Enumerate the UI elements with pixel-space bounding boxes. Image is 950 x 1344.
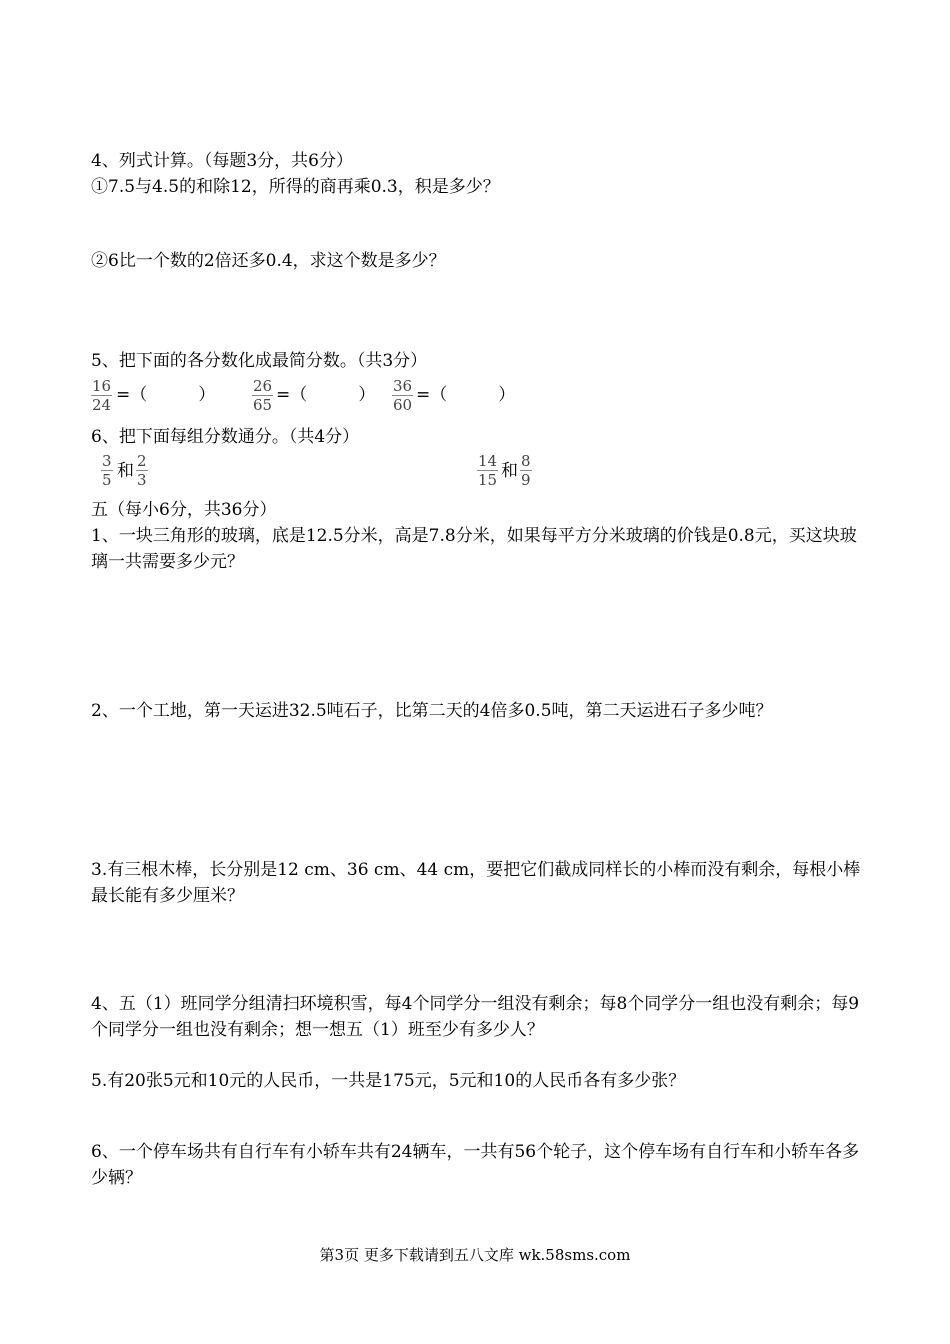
denominator: 3 (137, 471, 147, 489)
q6-heading: 6、把下面每组分数通分。（共4分） (91, 427, 360, 447)
fraction-2-3 (136, 453, 148, 488)
answer-blank: =（ ） (116, 385, 216, 405)
q4-item-1: ①7.5与4.5的和除12，所得的商再乘0.3，积是多少？ (91, 177, 500, 197)
denominator: 24 (92, 396, 112, 414)
denominator: 60 (393, 396, 413, 414)
numerator: 8 (521, 452, 531, 470)
fraction-8-9 (520, 453, 532, 488)
denominator: 65 (253, 396, 273, 414)
answer-blank: =（ ） (276, 385, 376, 405)
q4-item-2: ②6比一个数的2倍还多0.4，求这个数是多少？ (91, 251, 446, 271)
fraction-14-15 (477, 453, 498, 488)
problem-4: 4、五（1）班同学分组清扫环境积雪，每4个同学分一组没有剩余；每8个同学分一组也没有剩余；每9个同学分一组也没有剩余；想一想五（1）班至少有多少人？ (91, 994, 860, 1040)
numerator: 36 (393, 377, 413, 395)
numerator: 16 (92, 377, 112, 395)
fraction-16-24 (91, 378, 112, 413)
numerator: 2 (137, 452, 147, 470)
numerator: 3 (102, 452, 112, 470)
problem-1: 1、一块三角形的玻璃，底是12.5分米，高是7.8分米，如果每平方分米玻璃的价钱是0.8元，买这块玻璃一共需要多少元？ (91, 526, 857, 572)
fraction-3-5 (101, 453, 113, 488)
problem-5: 5.有20张5元和10元的人民币，一共是175元，5元和10的人民币各有多少张？ (91, 1071, 686, 1091)
problem-2: 2、一个工地，第一天运进32.5吨石子，比第二天的4倍多0.5吨，第二天运进石子多少吨？ (91, 701, 773, 721)
and-label: 和 (117, 461, 134, 481)
fraction-36-60 (392, 378, 413, 413)
problem-6: 6、一个停车场共有自行车有小轿车共有24辆车，一共有56个轮子，这个停车场有自行车和小轿车各多少辆？ (91, 1142, 860, 1188)
numerator: 26 (253, 377, 273, 395)
problem-3: 3.有三根木棒，长分别是12 cm、36 cm、44 cm，要把它们截成同样长的小棒而没有剩余，每根小棒最长能有多少厘米？ (91, 860, 861, 906)
denominator: 15 (478, 471, 498, 489)
q5-heading: 5、把下面的各分数化成最简分数。（共3分） (91, 351, 428, 371)
denominator: 9 (521, 471, 531, 489)
and-label: 和 (501, 461, 518, 481)
answer-blank: =（ ） (416, 385, 516, 405)
page-footer: 第3页 更多下载请到五八文库 wk.58sms.com (319, 1246, 631, 1264)
section-5-heading: 五（每小6分，共36分） (91, 500, 277, 520)
q4-heading: 4、列式计算。（每题3分，共6分） (91, 151, 353, 171)
fraction-26-65 (252, 378, 273, 413)
numerator: 14 (478, 452, 498, 470)
denominator: 5 (102, 471, 112, 489)
